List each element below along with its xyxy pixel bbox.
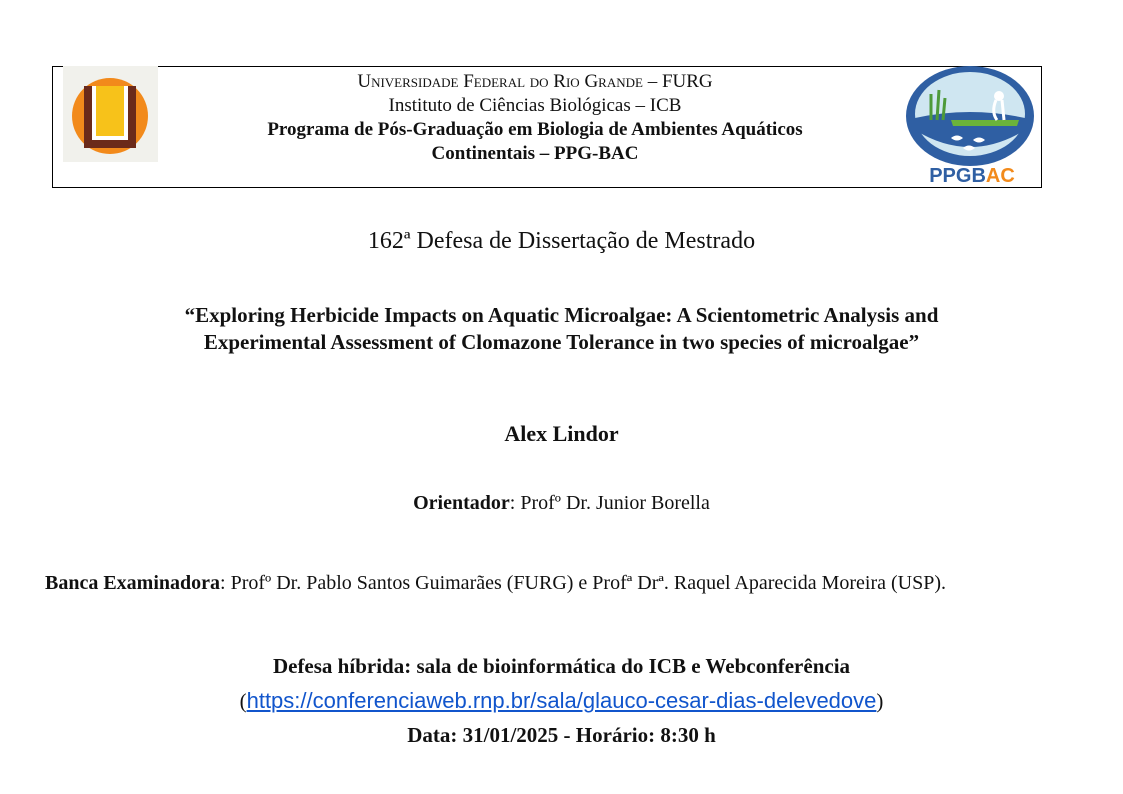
advisor-value: : Profº Dr. Junior Borella	[509, 492, 710, 514]
advisor-label: Orientador	[413, 492, 510, 514]
committee-label: Banca Examinadora	[45, 572, 221, 594]
thesis-title-line2: Experimental Assessment of Clomazone Tolerance in two species of microalgae”	[203, 330, 920, 354]
furg-emblem-icon	[68, 74, 152, 158]
webconference-link[interactable]: https://conferenciaweb.rnp.br/sala/glauco-cesar-dias-delevedove	[246, 688, 877, 713]
thesis-title-line1: “Exploring Herbicide Impacts on Aquatic Microalgae: A Scientometric Analysis and	[184, 303, 939, 327]
hybrid-defense-info: Defesa híbrida: sala de bioinformática do ICB e Webconferência	[272, 654, 851, 678]
defense-number-title: 162ª Defesa de Dissertação de Mestrado	[367, 228, 756, 254]
author-name: Alex Lindor	[504, 421, 619, 446]
examining-committee	[45, 557, 1085, 609]
university-name: Universidade Federal do Rio Grande – FURG	[357, 71, 713, 92]
thesis-title	[0, 302, 1123, 356]
institution-header	[170, 70, 900, 166]
institute-name: Instituto de Ciências Biológicas – ICB	[388, 95, 682, 116]
advisor	[0, 492, 1123, 515]
furg-logo	[63, 66, 158, 162]
date-time: Data: 31/01/2025 - Horário: 8:30 h	[407, 723, 716, 747]
ppgbac-logo-text: PPGBAC	[929, 165, 1015, 187]
program-name-line2: Continentais – PPG-BAC	[431, 143, 639, 164]
program-name-line1: Programa de Pós-Graduação em Biologia de Ambientes Aquáticos	[267, 119, 803, 140]
webconference-link-line: (https://conferenciaweb.rnp.br/sala/glauco-cesar-dias-delevedove)	[239, 688, 884, 713]
committee-value: : Profº Dr. Pablo Santos Guimarães (FURG) e Profª Drª. Raquel Aparecida Moreira (USP).	[220, 572, 947, 594]
